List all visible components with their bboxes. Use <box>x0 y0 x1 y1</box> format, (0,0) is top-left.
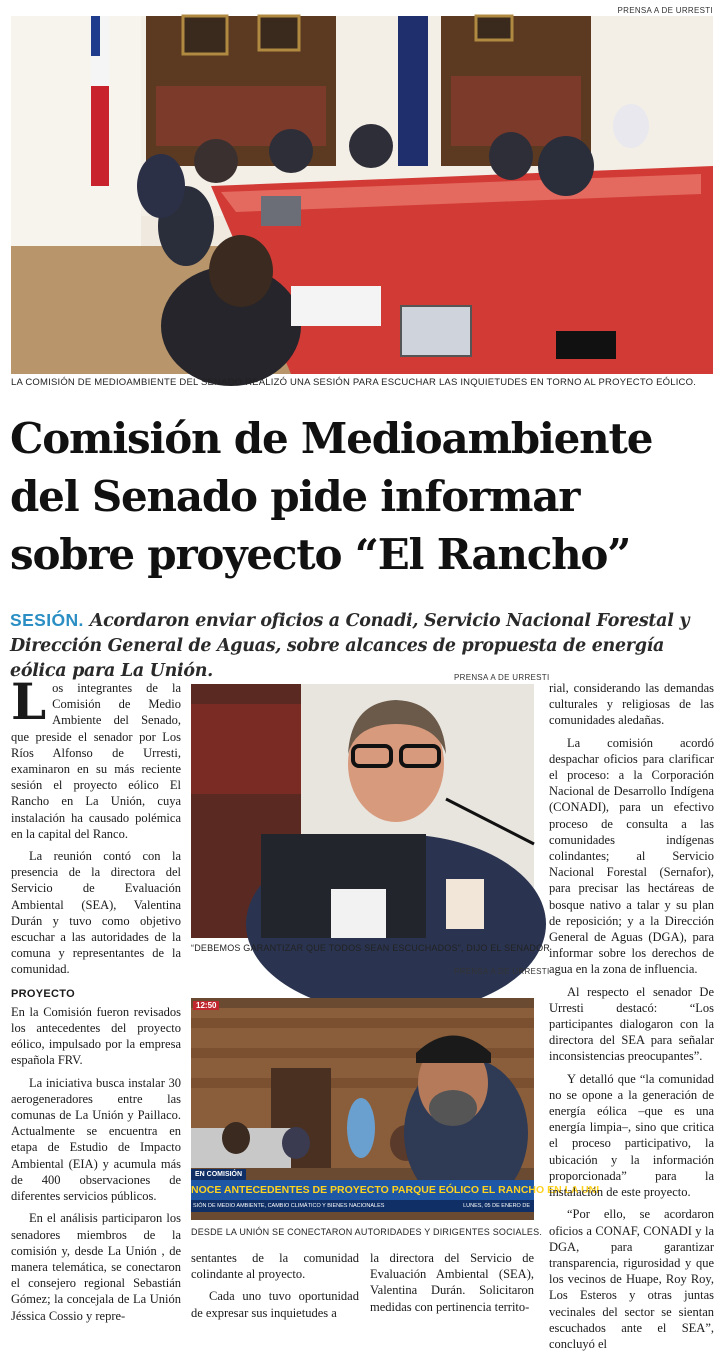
body-p4: La iniciativa busca instalar 30 aerogeneradores entre las comunas de La Unión y Paillaco. Actualmente se encuentra en etapa de Estudio de Impacto Ambiental (EIA) y acumula más de 400 observaciones de diferentes servicios públicos. <box>11 1075 181 1204</box>
headline-line-2: del Senado pide informar <box>10 472 580 521</box>
tv-sub-text: SIÓN DE MEDIO AMBIENTE, CAMBIO CLIMÁTICO Y BIENES NACIONALES <box>193 1203 385 1209</box>
body-r1: La comisión acordó despachar oficios para clarificar el proceso: a la Corporación Nacional de Desarrollo Indígena (CONADI), para un efectivo proceso de consulta a las comunidades indígenas colindantes; al Servicio Nacional Forestal (Sernafor), para precisar las hectáreas de bosque nativo a talar y su plan de reposición; y a la Dirección General de Aguas (DGA), para informar sobre los derechos de agua en la zona de influencia. <box>549 735 714 977</box>
photo3-caption: DESDE LA UNIÓN SE CONECTARON AUTORIDADES Y DIRIGENTES SOCIALES. <box>191 1227 543 1237</box>
headline-line-3: sobre proyecto “El Rancho” <box>10 530 631 579</box>
photo2-credit: PRENSA A DE URRESTI <box>454 673 550 682</box>
body-col2a: sentantes de la comunidad colindante al proyecto. <box>191 1251 359 1282</box>
article-column-1 <box>11 672 181 1328</box>
top-photo-credit: PRENSA A DE URRESTI <box>617 6 713 15</box>
dropcap: L <box>11 672 47 731</box>
photo3 <box>191 998 600 1220</box>
tv-subtitle <box>191 1200 534 1212</box>
lead-text: Acordaron enviar oficios a Conadi, Servicio Nacional Forestal y Dirección General de Aguas, sobre alcances de propuesta de energía eólica para La Unión. <box>10 611 690 681</box>
body-r0: rial, considerando las demandas culturales y religiosas de las comunidades aledañas. <box>549 681 714 728</box>
photo2 <box>191 684 534 938</box>
body-p5: En el análisis participaron los senadores miembros de la comisión y, desde La Unión , de manera telemática, se conectaron el consejero regional Sebastián Gómez; la concejala de La Unión Jéssica Cossio y repre- <box>11 1211 181 1323</box>
lead-paragraph <box>10 608 714 684</box>
article-column-4 <box>549 680 714 1351</box>
subhead-proyecto: PROYECTO <box>11 987 75 1000</box>
body-p2: La reunión contó con la presencia de la directora del Servicio de Evaluación Ambiental (SEA), Valentina Durán y tuvo como objetivo escuchar a las autoridades de la comuna y representantes de la comunidad. <box>11 849 181 977</box>
headline-line-1: Comisión de Medioambiente <box>10 414 653 463</box>
photo2-caption: “DEBEMOS GARANTIZAR QUE TODOS SEAN ESCUCHADOS”, DIJO EL SENADOR <box>191 943 550 953</box>
body-r2: Al respecto el senador De Urresti destacó: “Los participantes dialogaron con la directora del SEA para señalar inconsistencias preocupantes”. <box>549 984 714 1064</box>
article-column-3-bottom <box>370 1250 534 1330</box>
body-p1: os integrantes de la Comisión de Medio Ambiente del Senado, que preside el senador por Los Ríos Alfonso de Urresti, examinaron en su más reciente sesión el proyecto eólico El Rancho en La Unión, cuya instalación ha causado polémica en la capital del Ranco. <box>11 681 181 841</box>
senator-portrait-illustration <box>191 684 534 938</box>
body-col2b: Cada uno tuvo oportunidad de expresar sus inquietudes a <box>191 1289 359 1320</box>
body-r4: “Por ello, se acordaron oficios a CONAF, CONADI y la DGA, para garantizar transparencia, rigurosidad y que los vecinos de Huape, Roy Roy, Los Esteros y otras juntas vecinales del sector se sientan escuchados ante el SEA”, concluyó el <box>549 1207 714 1351</box>
top-photo-caption: LA COMISIÓN DE MEDIOAMBIENTE DEL SENADO REALIZÓ UNA SESIÓN PARA ESCUCHAR LAS INQUIETUDES EN TORNO AL PROYECTO EÓLICO. <box>11 377 697 388</box>
top-photo <box>11 16 713 374</box>
tv-tag: EN COMISIÓN <box>191 1169 246 1180</box>
tv-time-badge: 12:50 <box>193 1001 219 1010</box>
tv-date: LUNES, 05 DE ENERO DE <box>463 1203 530 1209</box>
lead-kicker: SESIÓN. <box>10 610 84 630</box>
headline <box>10 410 714 584</box>
body-r3: Y detalló que “la comunidad no se opone a la generación de energía eólica –que es una energía limpia–, sino que critica el proceso participativo, la ubicación y la información proporcionada” para la instalación de este proyecto. <box>549 1071 714 1200</box>
tv-ticker: NOCE ANTECEDENTES DE PROYECTO PARQUE EÓLICO EL RANCHO EN LA UNI <box>191 1180 534 1200</box>
body-col3-bottom: la directora del Servicio de Evaluación Ambiental (SEA), Valentina Durán. Solicitaron medidas con pertinencia territo- <box>370 1251 534 1314</box>
photo3-credit: PRENSA A DE URRESTI <box>454 967 550 976</box>
body-p3: En la Comisión fueron revisados los antecedentes del proyecto eólico, impulsado por la empresa española FRV. <box>11 1004 181 1068</box>
senate-meeting-illustration <box>11 16 713 374</box>
article-column-2 <box>191 1250 359 1330</box>
